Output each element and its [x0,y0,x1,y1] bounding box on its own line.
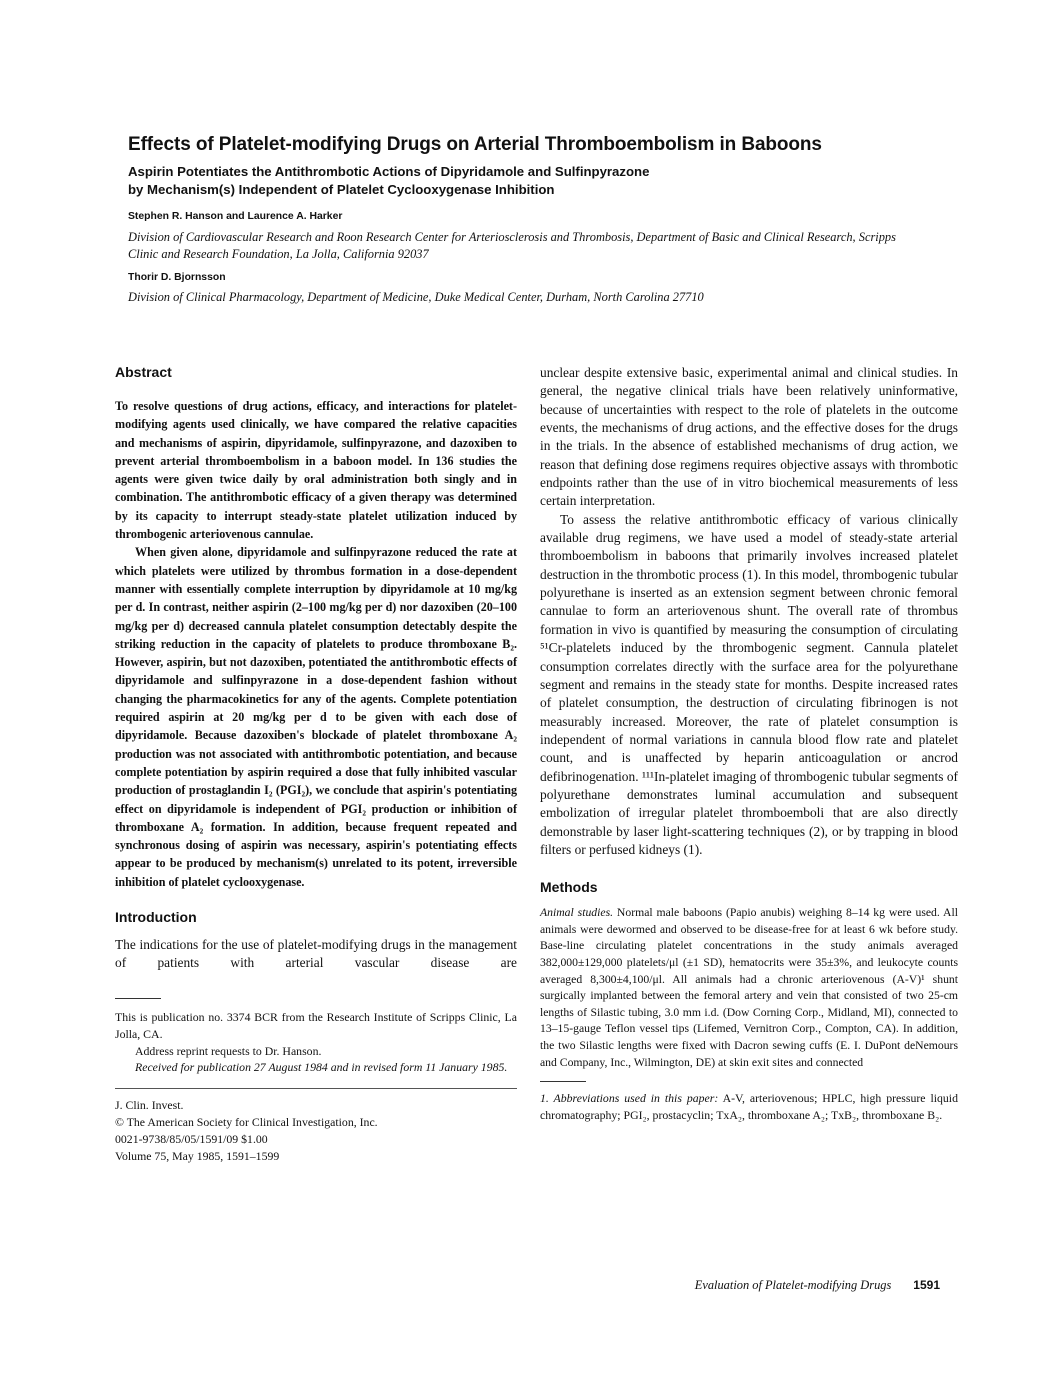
article-title: Effects of Platelet-modifying Drugs on Arterial Thromboembolism in Baboons [128,134,822,155]
introduction-heading: Introduction [115,909,197,926]
abstract-paragraph-1: To resolve questions of drug actions, efficacy, and interactions for platelet-modifying agents used clinically, we have compared the relative capacities and mechanisms of aspirin, dipyridamole, sulfinpyrazone, and dazoxiben to prevent arterial thromboembolism in a baboon model. In 136 studies the agents were given twice daily by oral administration both singly and in combination. The antithrombotic efficacy of a given therapy was determined by its capacity to interrupt steady-state platelet utilization induced by thrombogenic arteriovenous cannulae. [115,399,517,542]
subtitle-line-1: Aspirin Potentiates the Antithrombotic Actions of Dipyridamole and Sulfinpyrazone [128,164,650,179]
page-footer [695,1278,940,1293]
citation-code: 0021-9738/85/05/1591/09 $1.00 [115,1131,268,1146]
left-column [115,364,517,1164]
abbreviations-footnote [540,1090,958,1124]
footnote-received: Received for publication 27 August 1984 and in revised form 11 January 1985. [135,1060,508,1075]
footnote-publication: This is publication no. 3374 BCR from the Research Institute of Scripps Clinic, La Jolla, CA. [115,1010,517,1041]
abbreviations-label: 1. Abbreviations used in this paper: [540,1091,719,1106]
author-names-1: Stephen R. Hanson and Laurence A. Harker [128,211,343,222]
introduction-paragraph-1-continued: unclear despite extensive basic, experimental animal and clinical studies. In general, the negative clinical trials have been relatively uninformative, because of uncertainties with respect to the role of platelets in the outcome events, the mechanisms of drug actions, and the effective doses for the drugs in the trials. In the absence of established mechanisms of drug action, we reason that defining dose regimens requires objective assays with thrombotic endpoints rather than the use of in vitro biochemical measurements of less certain interpretation. [540,365,958,509]
abbreviations-text: A-V, arteriovenous; HPLC, high pressure liquid chromatography; PGI₂, prostacyclin; TxA₂, thromboxane A₂; TxB₂, thromboxane B₂. [540,1091,958,1123]
page-number: 1591 [913,1278,940,1292]
author-affiliation-2: Division of Clinical Pharmacology, Department of Medicine, Duke Medical Center, Durham, North Carolina 27710 [128,290,704,304]
article-subtitle [128,163,948,199]
author-affiliation-1: Division of Cardiovascular Research and Roon Research Center for Arteriosclerosis and Thrombosis, Department of Basic and Clinical Research, Scripps Clinic and Research Foundation, La Jolla, California 92037 [128,230,896,261]
footnote-reprint: Address reprint requests to Dr. Hanson. [135,1043,322,1058]
abstract-paragraph-2: When given alone, dipyridamole and sulfinpyrazone reduced the rate at which platelets were utilized by thrombus formation in a dose-dependent manner with essentially complete interruption by dipyridamole at 10 mg/kg per d. In contrast, neither aspirin (2–100 mg/kg per d) nor dazoxiben (20–100 mg/kg per d) decreased cannula platelet consumption detectably despite the striking reduction in the capacity of platelets to produce thromboxane B₂. However, aspirin, but not dazoxiben, potentiated the antithrombotic effects of dipyridamole and sulfinpyrazone in a dose-dependent fashion without changing the pharmacokinetics for any of the agents. Complete potentiation required aspirin at 20 mg/kg per d to be given with each dose of dipyridamole. Because dazoxiben's blockade of platelet thromboxane A₂ production was not associated with antithrombotic potentiation, and because complete potentiation by aspirin required a dose that fully inhibited vascular production of prostaglandin I₂ (PGI₂), we conclude that aspirin's potentiating effect on dipyridamole is independent of PGI₂ production or inhibition of thromboxane A₂ formation. In addition, because frequent repeated and synchronous dosing of aspirin was necessary, aspirin's potentiating effects appear to be produced by mechanism(s) unrelated to its potent, irreversible inhibition of platelet cyclooxygenase. [115,545,517,889]
running-title: Evaluation of Platelet-modifying Drugs [694,1278,892,1292]
introduction-paragraph-2: To assess the relative antithrombotic efficacy of various clinically available drug regimens, we have used a model of steady-state arterial thromboembolism in baboons that primarily involves increased platelet destruction in the thrombotic process (1). In this model, thrombogenic tubular polyurethane is inserted as an extension segment between chronic femoral cannulae to form an arteriovenous shunt. The overall rate of thrombus formation in vivo is quantified by measuring the consumption of circulating ⁵¹Cr-platelets induced by the thrombogenic segment. Cannula platelet consumption correlates directly with the surface area for the polyurethane segment and remains in the steady state for months. Despite increased rates of platelet consumption, the destruction of circulating fibrinogen is not measurably increased. Moreover, the rate of platelet consumption is independent of normal variations in cannula blood flow rate and platelet count, and is unaffected by heparin anticoagulation or ancrod defibrinogenation. ¹¹¹In-platelet imaging of thrombogenic tubular segments of polyurethane demonstrates luminal accumulation and subsequent embolization of irregular platelet thromboemboli that are also directly demonstrable by laser light-scattering techniques (2), or by trapping in blood filters or perfused kidneys (1). [540,511,958,857]
right-column [540,364,958,1124]
subtitle-line-2: by Mechanism(s) Independent of Platelet Cyclooxygenase Inhibition [128,182,555,197]
methods-heading: Methods [540,879,598,896]
methods-paragraph [540,905,958,1071]
citation-copyright: © The American Society for Clinical Investigation, Inc. [115,1115,378,1129]
author-names-2: Thorir D. Bjornsson [128,272,226,283]
introduction-paragraph-1-start: The indications for the use of platelet-modifying drugs in the management of patients with arterial vascular disease are [115,937,517,971]
abstract-heading: Abstract [115,364,172,380]
citation-volume: Volume 75, May 1985, 1591–1599 [115,1148,280,1163]
methods-text: Normal male baboons (Papio anubis) weighing 8–14 kg were used. All animals were dewormed and observed to be disease-free for at least 6 wk before study. Base-line circulating platelet concentrations in the study animals averaged 382,000±129,000 platelets/μl (±1 SD), hematocrits were 35±3%, and leukocyte counts averaged 8,300±4,100/μl. All animals had a chronic arteriovenous (A-V)¹ shunt surgically implanted between the femoral artery and vein that consisted of two 25-cm lengths of Silastic tubing, 3.0 mm i.d. (Dow Corning Corp., Midland, MI), connected to 13–15-gauge Teflon vessel tips (Lifemed, Vernitron Corp., Compton, CA). In addition, the two Silastic lengths were fixed with Dacron sewing cuffs (E. I. DuPont deNemours and Company, Inc., Wilmington, DE) at skin exit sites and connected [540,906,958,1069]
citation-journal: J. Clin. Invest. [115,1098,184,1113]
methods-run-in: Animal studies. [540,906,614,920]
